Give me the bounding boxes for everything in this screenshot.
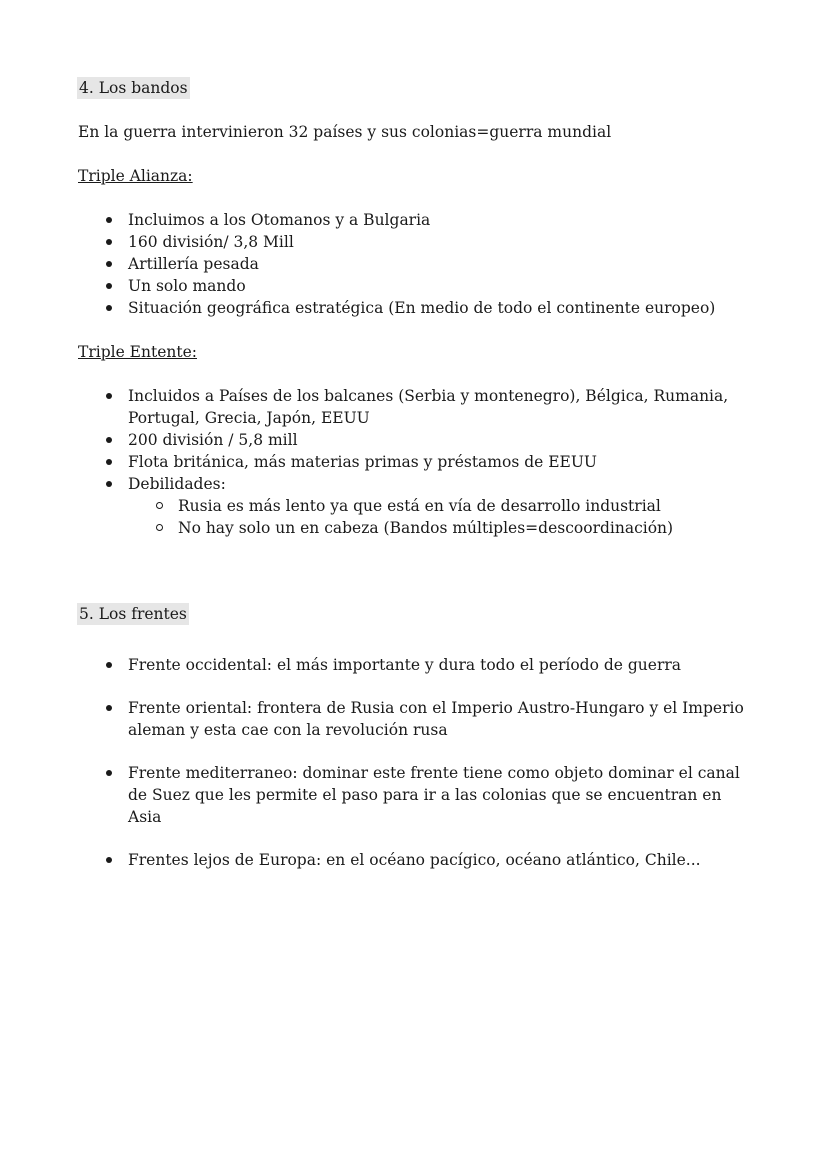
list-item-text: Un solo mando [128, 277, 246, 295]
triple-alianza-heading: Triple Alianza: [78, 167, 193, 185]
section-5-title: 5. Los frentes [79, 605, 187, 623]
sub-list-item [128, 517, 758, 539]
list-item [78, 429, 758, 451]
section-5-heading [78, 603, 758, 625]
list-item [78, 473, 758, 539]
list-item-text: Frentes lejos de Europa: en el océano pacígico, océano atlántico, Chile... [128, 851, 701, 869]
list-item [78, 253, 758, 275]
list-item-text: Frente mediterraneo: dominar este frente tiene como objeto dominar el canal de Suez que les permite el paso para ir a las colonias que se encuentran en Asia [128, 764, 740, 826]
bullet-icon [106, 857, 112, 863]
list-item [78, 209, 758, 231]
sub-list-item [128, 495, 758, 517]
bullet-icon [106, 283, 112, 289]
list-item-text: Frente oriental: frontera de Rusia con el Imperio Austro-Hungaro y el Imperio aleman y esta cae con la revolución rusa [128, 699, 744, 739]
bullet-icon [106, 770, 112, 776]
list-item [78, 697, 758, 741]
list-item [78, 654, 758, 676]
section-4-heading [78, 77, 758, 99]
bullet-icon [106, 305, 112, 311]
section-4-title: 4. Los bandos [79, 79, 188, 97]
list-item [78, 385, 758, 429]
list-item-text: Frente occidental: el más importante y dura todo el período de guerra [128, 656, 682, 674]
list-item [78, 275, 758, 297]
sub-list-item-text: No hay solo un en cabeza (Bandos múltiples=descoordinación) [178, 519, 674, 537]
hollow-bullet-icon [156, 524, 163, 531]
document-page [78, 77, 758, 892]
bullet-icon [106, 437, 112, 443]
list-item-text: Artillería pesada [128, 255, 259, 273]
bullet-icon [106, 459, 112, 465]
bullet-icon [106, 662, 112, 668]
list-item-text: Flota británica, más materias primas y préstamos de EEUU [128, 453, 597, 471]
bullet-icon [106, 261, 112, 267]
bullet-icon [106, 705, 112, 711]
bullet-icon [106, 481, 112, 487]
bullet-icon [106, 393, 112, 399]
sub-list-item-text: Rusia es más lento ya que está en vía de desarrollo industrial [178, 497, 661, 515]
list-item [78, 231, 758, 253]
list-item [78, 762, 758, 828]
list-item-text: 200 división / 5,8 mill [128, 431, 298, 449]
frentes-list [78, 654, 758, 871]
list-item-text: 160 división/ 3,8 Mill [128, 233, 294, 251]
triple-alianza-list [78, 209, 758, 319]
bullet-icon [106, 217, 112, 223]
list-item [78, 297, 758, 319]
hollow-bullet-icon [156, 502, 163, 509]
list-item [78, 451, 758, 473]
bullet-icon [106, 239, 112, 245]
debilidades-list [128, 495, 758, 539]
section-4-intro: En la guerra intervinieron 32 países y sus colonias=guerra mundial [78, 123, 612, 141]
list-item-text: Incluidos a Países de los balcanes (Serbia y montenegro), Bélgica, Rumania, Portugal, Grecia, Japón, EEUU [128, 387, 729, 427]
list-item-text: Debilidades: [128, 475, 226, 493]
list-item-text: Incluimos a los Otomanos y a Bulgaria [128, 211, 431, 229]
list-item [78, 849, 758, 871]
triple-entente-heading: Triple Entente: [78, 343, 197, 361]
list-item-text: Situación geográfica estratégica (En medio de todo el continente europeo) [128, 299, 716, 317]
triple-entente-list [78, 385, 758, 539]
